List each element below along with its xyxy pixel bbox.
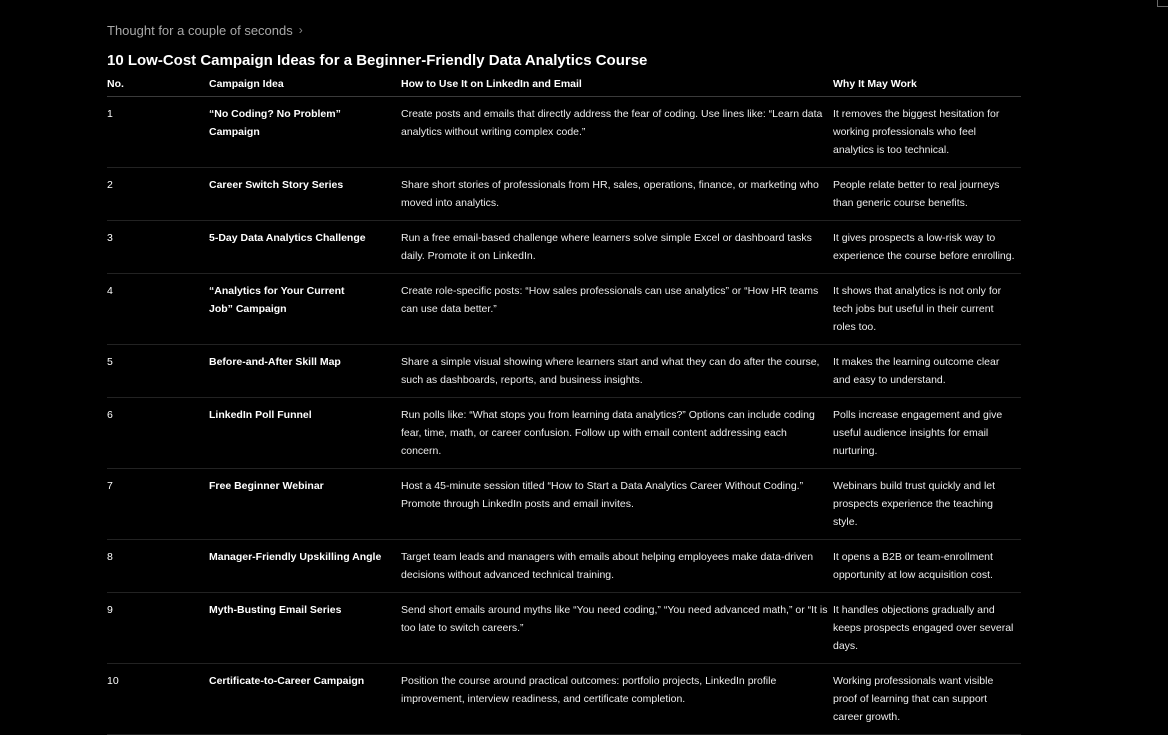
table-header-row bbox=[107, 75, 1021, 97]
how-to-use-cell: Run a free email-based challenge where learners solve simple Excel or dashboard tasks daily. Promote it on LinkedIn. bbox=[401, 221, 833, 274]
how-to-use-cell: Host a 45-minute session titled “How to Start a Data Analytics Career Without Coding.” Promote through LinkedIn posts and email invites. bbox=[401, 469, 833, 540]
campaign-idea-cell: LinkedIn Poll Funnel bbox=[209, 398, 401, 469]
how-to-use-cell: Share a simple visual showing where learners start and what they can do after the course, such as dashboards, reports, and business insights. bbox=[401, 345, 833, 398]
how-to-use-cell: Create posts and emails that directly address the fear of coding. Use lines like: “Learn data analytics without writing complex code.” bbox=[401, 97, 833, 168]
row-number: 7 bbox=[107, 469, 209, 540]
thought-toggle[interactable] bbox=[107, 18, 1021, 42]
header-campaign-idea: Campaign Idea bbox=[209, 75, 401, 97]
campaign-idea-cell: 5-Day Data Analytics Challenge bbox=[209, 221, 401, 274]
header-why-it-may-work: Why It May Work bbox=[833, 75, 1021, 97]
why-it-may-work-cell: It removes the biggest hesitation for working professionals who feel analytics is too technical. bbox=[833, 97, 1021, 168]
why-it-may-work-cell: It shows that analytics is not only for tech jobs but useful in their current roles too. bbox=[833, 274, 1021, 345]
how-to-use-cell: Run polls like: “What stops you from learning data analytics?” Options can include coding fear, time, math, or career confusion. Follow up with email content addressing each concern. bbox=[401, 398, 833, 469]
campaign-idea-cell: “Analytics for Your Current Job” Campaign bbox=[209, 274, 401, 345]
header-how-to-use: How to Use It on LinkedIn and Email bbox=[401, 75, 833, 97]
why-it-may-work-cell: It handles objections gradually and keeps prospects engaged over several days. bbox=[833, 593, 1021, 664]
campaign-idea-cell: Free Beginner Webinar bbox=[209, 469, 401, 540]
row-number: 2 bbox=[107, 168, 209, 221]
response-heading: 10 Low-Cost Campaign Ideas for a Beginner-Friendly Data Analytics Course bbox=[107, 52, 648, 69]
campaign-idea-cell: Certificate-to-Career Campaign bbox=[209, 664, 401, 735]
table-row bbox=[107, 97, 1021, 168]
table-row bbox=[107, 540, 1021, 593]
row-number: 10 bbox=[107, 664, 209, 735]
how-to-use-cell: Send short emails around myths like “You need coding,” “You need advanced math,” or “It is too late to switch careers.” bbox=[401, 593, 833, 664]
table-row bbox=[107, 168, 1021, 221]
why-it-may-work-cell: It opens a B2B or team-enrollment opportunity at low acquisition cost. bbox=[833, 540, 1021, 593]
campaign-table bbox=[107, 75, 1021, 735]
row-number: 9 bbox=[107, 593, 209, 664]
campaign-idea-cell: Career Switch Story Series bbox=[209, 168, 401, 221]
table-row bbox=[107, 274, 1021, 345]
why-it-may-work-cell: It gives prospects a low-risk way to experience the course before enrolling. bbox=[833, 221, 1021, 274]
table-row bbox=[107, 664, 1021, 735]
row-number: 8 bbox=[107, 540, 209, 593]
row-number: 1 bbox=[107, 97, 209, 168]
row-number: 3 bbox=[107, 221, 209, 274]
chat-message bbox=[107, 18, 1021, 735]
table-row bbox=[107, 345, 1021, 398]
row-number: 4 bbox=[107, 274, 209, 345]
thought-label: Thought for a couple of seconds bbox=[107, 22, 293, 38]
row-number: 6 bbox=[107, 398, 209, 469]
campaign-idea-cell: Before-and-After Skill Map bbox=[209, 345, 401, 398]
header-no: No. bbox=[107, 75, 209, 97]
table-row bbox=[107, 593, 1021, 664]
why-it-may-work-cell: Polls increase engagement and give useful audience insights for email nurturing. bbox=[833, 398, 1021, 469]
campaign-idea-cell: Manager-Friendly Upskilling Angle bbox=[209, 540, 401, 593]
why-it-may-work-cell: People relate better to real journeys than generic course benefits. bbox=[833, 168, 1021, 221]
window-corner-mark bbox=[1157, 0, 1168, 7]
row-number: 5 bbox=[107, 345, 209, 398]
table-row bbox=[107, 398, 1021, 469]
chevron-right-icon: › bbox=[298, 23, 303, 37]
how-to-use-cell: Share short stories of professionals from HR, sales, operations, finance, or marketing who moved into analytics. bbox=[401, 168, 833, 221]
why-it-may-work-cell: Working professionals want visible proof of learning that can support career growth. bbox=[833, 664, 1021, 735]
how-to-use-cell: Target team leads and managers with emails about helping employees make data-driven decisions without advanced technical training. bbox=[401, 540, 833, 593]
table-row bbox=[107, 469, 1021, 540]
campaign-idea-cell: “No Coding? No Problem” Campaign bbox=[209, 97, 401, 168]
why-it-may-work-cell: Webinars build trust quickly and let prospects experience the teaching style. bbox=[833, 469, 1021, 540]
table-row bbox=[107, 221, 1021, 274]
how-to-use-cell: Position the course around practical outcomes: portfolio projects, LinkedIn profile improvement, interview readiness, and certificate completion. bbox=[401, 664, 833, 735]
campaign-idea-cell: Myth-Busting Email Series bbox=[209, 593, 401, 664]
how-to-use-cell: Create role-specific posts: “How sales professionals can use analytics” or “How HR teams can use data better.” bbox=[401, 274, 833, 345]
why-it-may-work-cell: It makes the learning outcome clear and easy to understand. bbox=[833, 345, 1021, 398]
